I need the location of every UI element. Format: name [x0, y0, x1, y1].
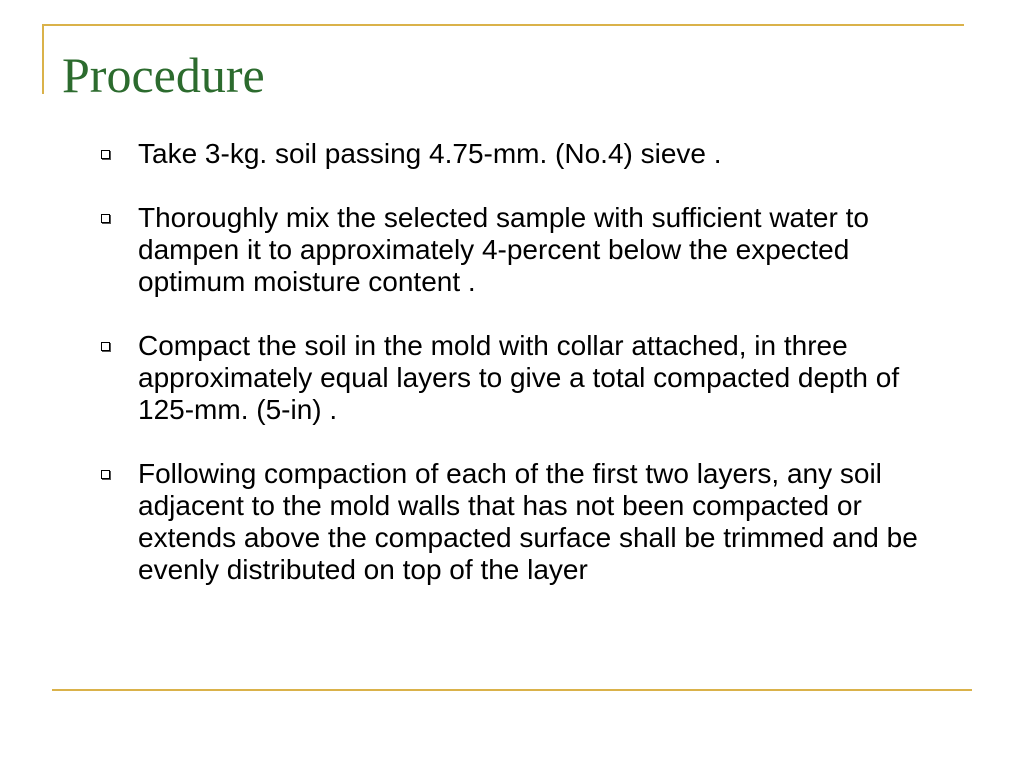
- hollow-square-bullet-icon: [101, 150, 110, 159]
- hollow-square-bullet-icon: [101, 214, 110, 223]
- bullet-text: Thoroughly mix the selected sample with sufficient water to dampen it to approximately 4-percent below the expected optimum moisture content .: [138, 202, 869, 297]
- slide-title: Procedure: [62, 47, 265, 103]
- bottom-accent-rule: [52, 689, 972, 691]
- left-accent-rule: [42, 24, 44, 94]
- bullet-text: Following compaction of each of the first two layers, any soil adjacent to the mold walls that has not been compacted or extends above the compacted surface shall be trimmed and be evenly distributed on top of the layer: [138, 458, 918, 585]
- bullet-text: Take 3-kg. soil passing 4.75-mm. (No.4) sieve .: [138, 138, 722, 169]
- hollow-square-bullet-icon: [101, 342, 110, 351]
- bullet-item-3: [96, 330, 946, 426]
- bullet-item-4: [96, 458, 946, 586]
- top-accent-rule: [42, 24, 964, 26]
- bullet-text: Compact the soil in the mold with collar attached, in three approximately equal layers to give a total compacted depth of 125-mm. (5-in) .: [138, 330, 900, 425]
- bullet-item-1: [96, 138, 946, 170]
- hollow-square-bullet-icon: [101, 470, 110, 479]
- bullet-item-2: [96, 202, 946, 298]
- bullet-list: [96, 138, 946, 618]
